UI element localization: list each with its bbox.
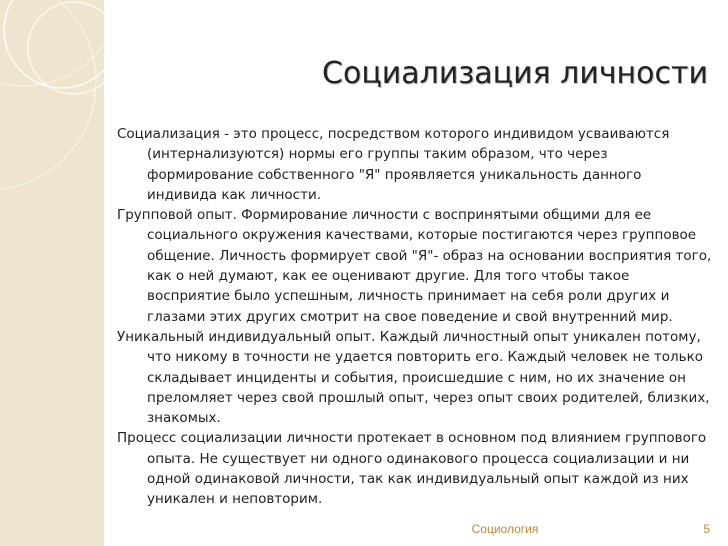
footer-subject: Социология bbox=[471, 522, 539, 536]
paragraph-socialization-definition: Социализация - это процесс, посредством которого индивидом усваиваются (интернализуются) нормы его группы таким образом, что через формирование собственного "Я" проявляется уникальность данного индивида как личности. bbox=[117, 126, 670, 203]
paragraph-group-experience: Групповой опыт. Формирование личности с воспринятыми общими для ее социального окружения качествами, которые постигаются через групповое общение. Личность формирует свой "Я"- образ на основании восприятия того, как о ней думают, как ее оценивают другие. Для того чтобы такое восприятие было успешным, личность принимает на себя роли других и глазами этих других смотрит на свое поведение и свой внутренний мир. bbox=[117, 207, 712, 325]
paragraph-socialization-process: Процесс социализации личности протекает в основном под влиянием группового опыта. Не существует ни одного одинакового процесса социализации и ни одной одинаковой личности, так как индивидуальный опыт каждой из них уникален и неповторим. bbox=[117, 430, 707, 508]
slide-title: Социализация личности bbox=[322, 56, 708, 91]
decorative-circles bbox=[0, 0, 104, 546]
page-number: 5 bbox=[703, 522, 710, 536]
slide-content bbox=[117, 124, 713, 510]
paragraph-unique-experience: Уникальный индивидуальный опыт. Каждый личностный опыт уникален потому, что никому в точности не удается повторить его. Каждый человек не только складывает инциденты и события, происшедшие с ним, но их значение он преломляет через свой прошлый опыт, через опыт своих родителей, близких, знакомых. bbox=[117, 328, 710, 427]
decorative-sidebar bbox=[0, 0, 104, 546]
